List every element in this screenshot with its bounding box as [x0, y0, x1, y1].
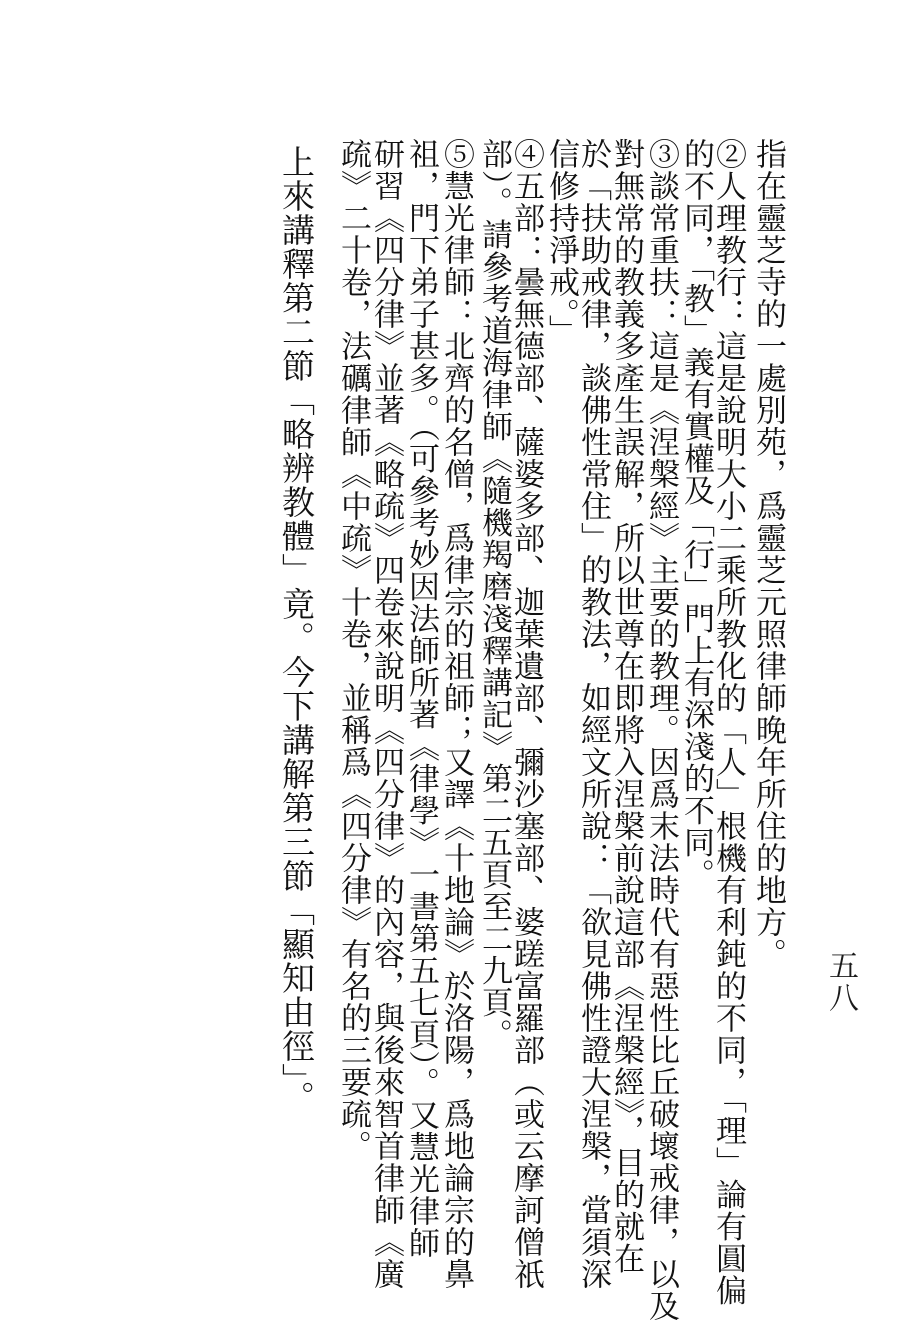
page-number: 五八	[823, 950, 858, 1014]
note-5-line-1: ⑤慧光律師：北齊的名僧，爲律宗的祖師；又譯《十地論》於洛陽，爲地論宗的鼻	[438, 138, 474, 1290]
note-2-line-2: 的不同，「教」義有實權及「行」門上有深淺的不同。	[678, 138, 714, 891]
note-5-line-2: 祖，門下弟子甚多。（可參考妙因法師所著《律學》一書第五七頁）。又慧光律師	[403, 138, 439, 1259]
note-3-line-3: 於「扶助戒律，談佛性常住」的教法，如經文所說：「欲見佛性證大涅槃，當須深	[575, 138, 611, 1290]
note-5-line-4: 疏》二十卷，法礪律師《中疏》十卷，並稱爲《四分律》有名的三要疏。	[335, 138, 371, 1162]
note-3-line-4: 信修持淨戒。」	[543, 138, 579, 347]
note-4-line-2: 部）。請參考道海律師《隨機羯磨淺釋講記》第二五頁至二九頁。	[476, 138, 512, 1051]
note-4-line-1: ④五部：曇無德部、薩婆多部、迦葉遺部、彌沙塞部、婆蹉富羅部（或云摩訶僧祇	[508, 138, 544, 1290]
note-3-line-1: ③談常重扶：這是《涅槃經》主要的教理。因爲末法時代有惡性比丘破壞戒律，以及	[643, 138, 679, 1322]
note-2-line-1: ②人理教行：這是說明大小二乘所教化的「人」根機有利鈍的不同，「理」論有圓偏	[710, 138, 746, 1307]
closing-paragraph: 上來講釋第二節「略辨教體」竟。今下講解第三節「顯知由徑」。	[277, 145, 316, 1115]
note-3-line-2: 對無常的教義多產生誤解，所以世尊在即將入涅槃前說這部《涅槃經》，目的就在	[608, 138, 644, 1275]
text-column-1: 指在靈芝寺的一處別苑，爲靈芝元照律師晚年所住的地方。	[750, 138, 786, 970]
note-5-line-3: 研習《四分律》並著《略疏》四卷來說明《四分律》的內容，與後來智首律師《廣	[368, 138, 404, 1290]
